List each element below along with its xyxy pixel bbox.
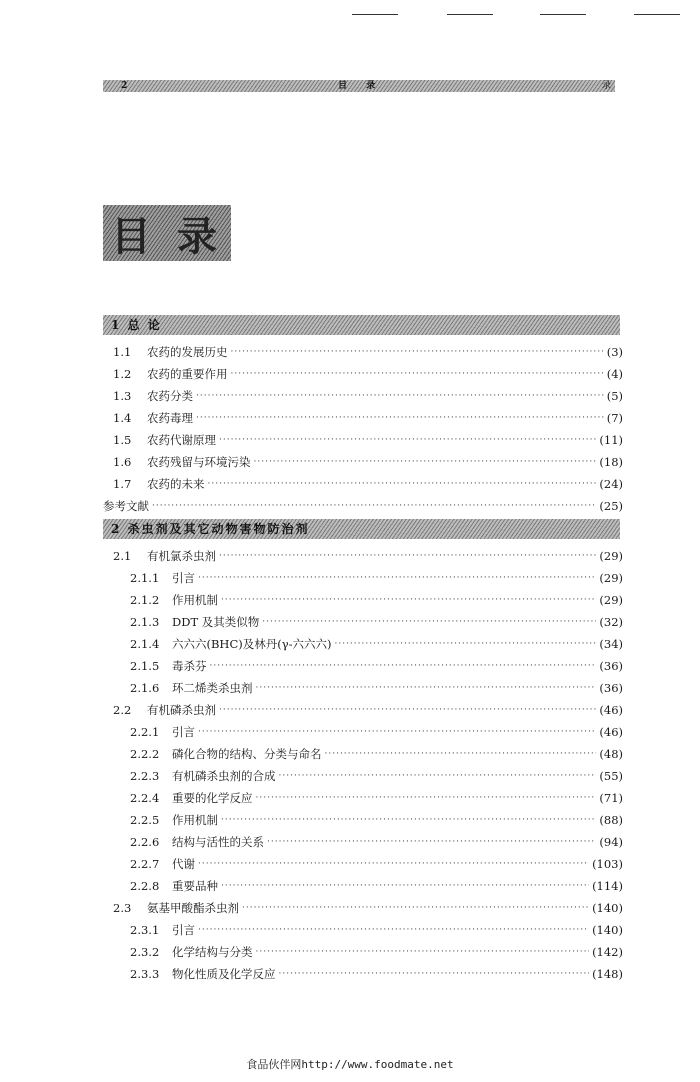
toc-leader — [152, 496, 596, 516]
toc-entry[interactable] — [113, 700, 623, 720]
toc-text: 引言 — [172, 923, 195, 937]
toc-leader — [221, 590, 596, 610]
toc-entry[interactable] — [113, 408, 623, 428]
toc-entry[interactable] — [130, 744, 623, 764]
chapter-heading-label: 1 总 论 — [111, 318, 162, 332]
toc-entry[interactable] — [130, 810, 623, 830]
toc-number: 2.3.3 — [130, 967, 160, 981]
toc-entry[interactable] — [130, 678, 623, 698]
toc-number: 2.2.6 — [130, 835, 160, 849]
toc-number: 1.5 — [113, 433, 132, 447]
top-rule — [634, 14, 680, 15]
toc-leader — [219, 430, 596, 450]
toc-entry[interactable] — [130, 722, 623, 742]
toc-entry[interactable] — [113, 430, 623, 450]
toc-page: (18) — [599, 455, 623, 469]
toc-text: 磷化合物的结构、分类与命名 — [172, 747, 322, 761]
toc-text: 农药毒理 — [147, 411, 193, 425]
toc-leader — [279, 766, 597, 786]
toc-entry[interactable] — [113, 342, 623, 362]
toc-leader — [231, 342, 604, 362]
toc-leader — [334, 634, 596, 654]
header-page-number: 2 — [121, 81, 128, 91]
toc-page: (114) — [592, 879, 623, 893]
toc-number: 2.2 — [113, 703, 132, 717]
toc-entry[interactable] — [113, 386, 623, 406]
toc-text: 农药的未来 — [147, 477, 205, 491]
toc-number: 2.1.5 — [130, 659, 160, 673]
toc-page: (29) — [599, 549, 623, 563]
header-right: 录 — [601, 81, 611, 91]
chapter-heading-label: 2 杀虫剂及其它动物害物防治剂 — [111, 522, 310, 536]
toc-leader — [198, 722, 596, 742]
toc-entry[interactable] — [130, 876, 623, 896]
toc-page: (94) — [599, 835, 623, 849]
toc-number: 2.3 — [113, 901, 132, 915]
toc-leader — [256, 942, 590, 962]
toc-number: 2.2.5 — [130, 813, 160, 827]
toc-text: 引言 — [172, 571, 195, 585]
toc-number: 1.6 — [113, 455, 132, 469]
toc-page: (36) — [599, 681, 623, 695]
toc-number: 2.2.3 — [130, 769, 160, 783]
toc-page: (48) — [599, 747, 623, 761]
header-title: 目 录 — [338, 81, 384, 91]
toc-text: 农药代谢原理 — [147, 433, 216, 447]
toc-leader — [279, 964, 590, 984]
toc-text: 化学结构与分类 — [172, 945, 253, 959]
toc-text: 六六六(BHC)及林丹(γ-六六六) — [172, 637, 332, 651]
toc-leader — [254, 452, 597, 472]
toc-number: 1.2 — [113, 367, 132, 381]
toc-leader — [198, 568, 596, 588]
toc-entry[interactable] — [130, 568, 623, 588]
toc-page: (46) — [599, 725, 623, 739]
toc-page: (140) — [592, 923, 623, 937]
toc-number: 2.3.1 — [130, 923, 160, 937]
toc-leader — [256, 678, 597, 698]
chapter-heading — [103, 315, 620, 335]
toc-leader — [262, 612, 596, 632]
toc-entry[interactable] — [113, 364, 623, 384]
toc-page: (32) — [599, 615, 623, 629]
toc-text: 参考文献 — [103, 499, 149, 513]
toc-page: (24) — [599, 477, 623, 491]
toc-text: 毒杀芬 — [172, 659, 207, 673]
toc-leader — [256, 788, 597, 808]
chapter-heading — [103, 519, 620, 539]
toc-text: 农药的重要作用 — [147, 367, 228, 381]
toc-entry[interactable] — [130, 590, 623, 610]
toc-page: (7) — [606, 411, 623, 425]
toc-entry[interactable] — [130, 832, 623, 852]
toc-entry[interactable] — [113, 546, 623, 566]
toc-number: 2.2.1 — [130, 725, 160, 739]
toc-leader — [198, 854, 589, 874]
top-rule — [352, 14, 398, 15]
toc-page: (5) — [606, 389, 623, 403]
toc-text: 有机磷杀虫剂 — [147, 703, 216, 717]
toc-leader — [221, 876, 589, 896]
toc-leader — [325, 744, 597, 764]
toc-page: (29) — [599, 571, 623, 585]
toc-leader — [219, 700, 596, 720]
toc-page: (55) — [599, 769, 623, 783]
toc-text: DDT 及其类似物 — [172, 615, 260, 629]
toc-entry[interactable] — [130, 854, 623, 874]
toc-entry-references[interactable] — [103, 496, 623, 516]
toc-page: (148) — [592, 967, 623, 981]
toc-number: 2.1.4 — [130, 637, 160, 651]
toc-leader — [196, 386, 604, 406]
top-rule — [540, 14, 586, 15]
toc-leader — [219, 546, 596, 566]
toc-text: 引言 — [172, 725, 195, 739]
toc-number: 1.3 — [113, 389, 132, 403]
toc-number: 2.2.2 — [130, 747, 160, 761]
toc-page: (140) — [592, 901, 623, 915]
toc-entry[interactable] — [130, 634, 623, 654]
toc-leader — [210, 656, 597, 676]
toc-text: 有机氯杀虫剂 — [147, 549, 216, 563]
toc-leader — [208, 474, 597, 494]
toc-leader — [198, 920, 589, 940]
running-header — [103, 80, 615, 92]
toc-number: 2.2.4 — [130, 791, 160, 805]
toc-text: 有机磷杀虫剂的合成 — [172, 769, 276, 783]
toc-page: (36) — [599, 659, 623, 673]
toc-page: (3) — [606, 345, 623, 359]
toc-text: 农药的发展历史 — [147, 345, 228, 359]
toc-number: 2.1.2 — [130, 593, 160, 607]
toc-number: 1.4 — [113, 411, 132, 425]
toc-entry[interactable] — [113, 474, 623, 494]
toc-number: 2.1.3 — [130, 615, 160, 629]
toc-entry[interactable] — [130, 964, 623, 984]
toc-page: (71) — [599, 791, 623, 805]
toc-text: 重要品种 — [172, 879, 218, 893]
toc-entry[interactable] — [130, 656, 623, 676]
toc-page: (29) — [599, 593, 623, 607]
toc-number: 2.1.6 — [130, 681, 160, 695]
toc-text: 环二烯类杀虫剂 — [172, 681, 253, 695]
toc-page: (142) — [592, 945, 623, 959]
toc-entry[interactable] — [130, 766, 623, 786]
toc-text: 代谢 — [172, 857, 195, 871]
toc-page: (88) — [599, 813, 623, 827]
toc-number: 1.1 — [113, 345, 132, 359]
toc-leader — [196, 408, 604, 428]
toc-number: 1.7 — [113, 477, 132, 491]
toc-text: 氨基甲酸酯杀虫剂 — [147, 901, 239, 915]
footer-url: 食品伙伴网http://www.foodmate.net — [246, 1058, 454, 1071]
toc-entry[interactable] — [130, 788, 623, 808]
toc-entry[interactable] — [113, 898, 623, 918]
toc-entry[interactable] — [113, 452, 623, 472]
toc-page: (46) — [599, 703, 623, 717]
toc-number: 2.2.8 — [130, 879, 160, 893]
toc-text: 农药残留与环境污染 — [147, 455, 251, 469]
toc-number: 2.3.2 — [130, 945, 160, 959]
toc-text: 物化性质及化学反应 — [172, 967, 276, 981]
toc-number: 2.1.1 — [130, 571, 160, 585]
toc-page: (4) — [606, 367, 623, 381]
top-rule — [447, 14, 493, 15]
toc-leader — [221, 810, 596, 830]
toc-text: 重要的化学反应 — [172, 791, 253, 805]
toc-number: 2.2.7 — [130, 857, 160, 871]
toc-entry[interactable] — [130, 942, 623, 962]
toc-page: (11) — [599, 433, 623, 447]
toc-entry[interactable] — [130, 920, 623, 940]
toc-page: (34) — [599, 637, 623, 651]
toc-text: 作用机制 — [172, 813, 218, 827]
toc-number: 2.1 — [113, 549, 132, 563]
toc-text: 农药分类 — [147, 389, 193, 403]
page-title: 目 录 — [103, 205, 231, 261]
toc-leader — [267, 832, 596, 852]
toc-page: (25) — [599, 499, 623, 513]
toc-leader — [242, 898, 589, 918]
toc-entry[interactable] — [130, 612, 623, 632]
toc-text: 作用机制 — [172, 593, 218, 607]
toc-text: 结构与活性的关系 — [172, 835, 264, 849]
toc-leader — [231, 364, 604, 384]
toc-page: (103) — [592, 857, 623, 871]
